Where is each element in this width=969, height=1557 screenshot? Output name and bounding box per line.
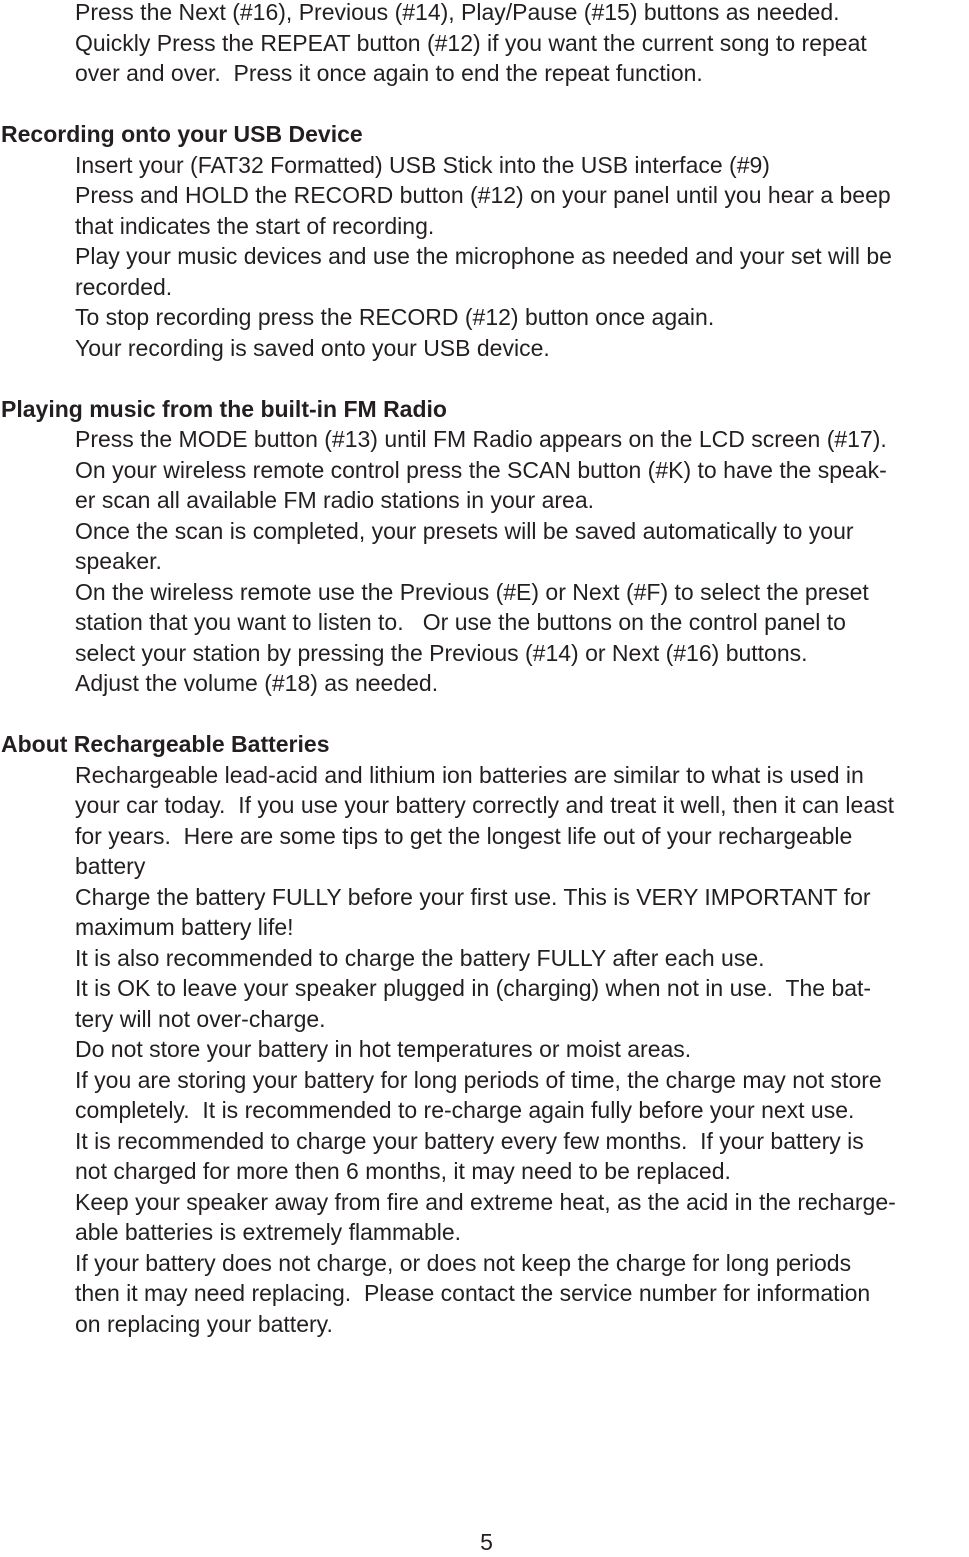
body-line: Adjust the volume (#18) as needed. — [75, 670, 439, 696]
body-line: completely. It is recommended to re-charge again fully before your next use. — [75, 1097, 855, 1123]
intro-section — [0, 0, 969, 89]
section-body — [0, 760, 969, 1340]
body-line: select your station by pressing the Previous (#14) or Next (#16) buttons. — [75, 639, 808, 666]
section-body — [0, 424, 969, 699]
spacer — [0, 89, 969, 120]
body-line: Once the scan is completed, your presets will be saved automatically to your — [75, 517, 854, 544]
section-heading: About Rechargeable Batteries — [1, 731, 330, 757]
intro-body — [0, 0, 969, 89]
body-line: If you are storing your battery for long periods of time, the charge may not store — [75, 1066, 882, 1093]
body-line: Rechargeable lead-acid and lithium ion batteries are similar to what is used in — [75, 761, 864, 788]
body-line: On your wireless remote control press the SCAN button (#K) to have the speak- — [75, 456, 887, 483]
intro-line: over and over. Press it once again to end the repeat function. — [75, 60, 703, 86]
intro-line: Quickly Press the REPEAT button (#12) if you want the current song to repeat — [75, 29, 867, 56]
body-line: It is OK to leave your speaker plugged in (charging) when not in use. The bat- — [75, 975, 872, 1001]
section-usb-recording — [0, 119, 969, 363]
body-line: station that you want to listen to. Or use the buttons on the control panel to — [75, 609, 846, 635]
body-line: To stop recording press the RECORD (#12) button once again. — [75, 304, 715, 330]
body-line: then it may need replacing. Please contact the service number for information — [75, 1280, 871, 1306]
section-rechargeable-batteries — [0, 729, 969, 1339]
section-fm-radio — [0, 394, 969, 699]
body-line: on replacing your battery. — [75, 1310, 333, 1337]
section-heading: Playing music from the built-in FM Radio — [1, 395, 447, 422]
body-line: Charge the battery FULLY before your first use. This is VERY IMPORTANT for — [75, 883, 871, 910]
body-line: Your recording is saved onto your USB device. — [75, 334, 550, 361]
body-line: your car today. If you use your battery correctly and treat it well, then it can least — [75, 792, 895, 818]
body-line: er scan all available FM radio stations in your area. — [75, 487, 595, 513]
spacer — [0, 363, 969, 394]
body-line: able batteries is extremely flammable. — [75, 1219, 462, 1245]
body-line: that indicates the start of recording. — [75, 212, 435, 239]
body-line: On the wireless remote use the Previous (#E) or Next (#F) to select the preset — [75, 578, 869, 605]
section-body — [0, 150, 969, 364]
body-line: not charged for more then 6 months, it may need to be replaced. — [75, 1158, 731, 1184]
body-line: Press and HOLD the RECORD button (#12) on your panel until you hear a beep — [75, 182, 891, 208]
body-line: Do not store your battery in hot temperatures or moist areas. — [75, 1036, 692, 1062]
body-line: Keep your speaker away from fire and extreme heat, as the acid in the recharge- — [75, 1188, 896, 1215]
body-line: speaker. — [75, 548, 162, 574]
body-line: It is also recommended to charge the battery FULLY after each use. — [75, 944, 765, 971]
body-line: for years. Here are some tips to get the longest life out of your rechargeable — [75, 822, 853, 849]
body-line: Play your music devices and use the microphone as needed and your set will be — [75, 243, 892, 269]
spacer — [0, 699, 969, 730]
body-line: It is recommended to charge your battery every few months. If your battery is — [75, 1127, 864, 1154]
body-line: recorded. — [75, 273, 173, 300]
body-line: tery will not over-charge. — [75, 1005, 326, 1032]
page-number: 5 — [480, 1529, 493, 1555]
body-line: Insert your (FAT32 Formatted) USB Stick into the USB interface (#9) — [75, 151, 770, 178]
body-line: If your battery does not charge, or does not keep the charge for long periods — [75, 1249, 852, 1276]
section-heading: Recording onto your USB Device — [1, 121, 363, 147]
body-line: Press the MODE button (#13) until FM Radio appears on the LCD screen (#17). — [75, 426, 887, 452]
body-line: battery — [75, 853, 146, 879]
body-line: maximum battery life! — [75, 914, 294, 940]
intro-line: Press the Next (#16), Previous (#14), Play/Pause (#15) buttons as needed. — [75, 0, 840, 25]
